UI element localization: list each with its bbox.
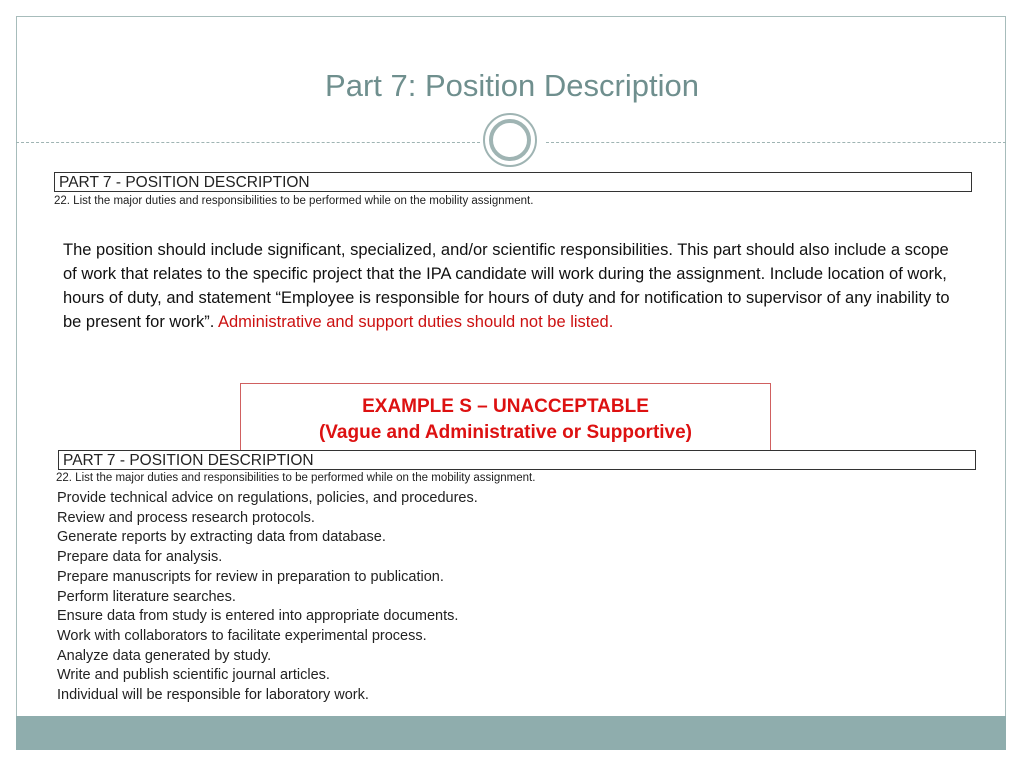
form-section-header-top: PART 7 - POSITION DESCRIPTION	[54, 172, 972, 192]
instructions-warning: Administrative and support duties should not be listed.	[218, 313, 614, 331]
list-item: Provide technical advice on regulations, policies, and procedures.	[57, 490, 478, 506]
list-item: Analyze data generated by study.	[57, 647, 272, 664]
instructions-text: The position should include significant, specialized, and/or scientific responsibilities. This part should also include a scope of work that relates to the specific project that the IPA candidate will work during the assignment. Include location of work, hours of duty, and statement “Employee is responsible for hours of duty and for notification to supervisor of any inability to be present for work”.	[63, 241, 950, 331]
form-item-22-bottom: 22. List the major duties and responsibilities to be performed while on the mobility assignment.	[56, 472, 536, 484]
list-item: Prepare manuscripts for review in preparation to publication.	[57, 568, 444, 585]
example-callout	[240, 383, 771, 453]
duty-list	[57, 489, 478, 706]
instructions-paragraph	[63, 238, 963, 334]
footer-bar	[16, 716, 1006, 750]
form-section-header-bottom: PART 7 - POSITION DESCRIPTION	[58, 450, 976, 470]
list-item: Ensure data from study is entered into appropriate documents.	[57, 608, 459, 625]
list-item: Individual will be responsible for laboratory work.	[57, 687, 369, 704]
form-item-22-top: 22. List the major duties and responsibilities to be performed while on the mobility assignment.	[54, 195, 534, 207]
title-divider-left	[16, 142, 480, 143]
example-subtitle: (Vague and Administrative or Supportive)	[318, 422, 693, 443]
list-item: Write and publish scientific journal articles.	[57, 667, 330, 684]
example-title: EXAMPLE S – UNACCEPTABLE	[362, 396, 649, 417]
title-divider-right	[546, 142, 1006, 143]
slide-title: Part 7: Position Description	[325, 68, 699, 103]
list-item: Review and process research protocols.	[57, 509, 315, 526]
list-item: Prepare data for analysis.	[57, 549, 223, 566]
list-item: Perform literature searches.	[57, 588, 236, 605]
list-item: Generate reports by extracting data from database.	[57, 529, 386, 546]
divider-circle-ornament-inner	[489, 119, 531, 161]
list-item: Work with collaborators to facilitate experimental process.	[57, 627, 427, 644]
